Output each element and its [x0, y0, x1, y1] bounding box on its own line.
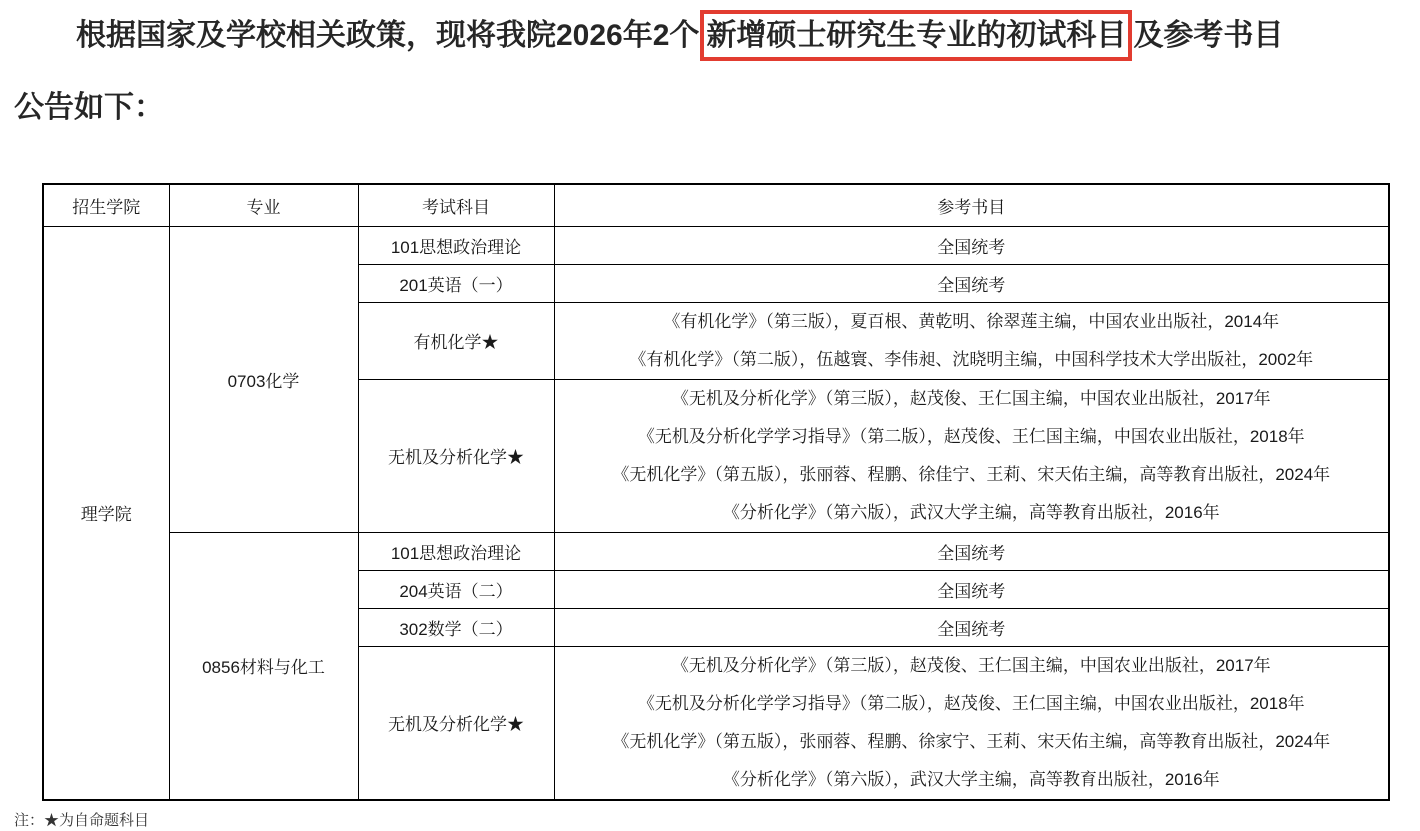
reference-line: 《分析化学》（第六版），武汉大学主编，高等教育出版社，2016年 — [722, 502, 1220, 522]
subject-cell: 101思想政治理论 — [358, 226, 554, 264]
subject-cell: 无机及分析化学★ — [358, 379, 554, 532]
reference-line: 《无机及分析化学》（第三版），赵茂俊、王仁国主编，中国农业出版社，2017年 — [671, 655, 1271, 675]
reference-line: 《无机及分析化学学习指导》（第二版），赵茂俊、王仁国主编，中国农业出版社，2018年 — [637, 426, 1305, 446]
subject-cell: 有机化学★ — [358, 302, 554, 379]
subject-cell: 101思想政治理论 — [358, 532, 554, 570]
header-references: 参考书目 — [554, 184, 1389, 226]
table-row — [43, 226, 1389, 264]
subject-cell: 201英语（一） — [358, 264, 554, 302]
header-major: 专业 — [169, 184, 358, 226]
reference-line: 《分析化学》（第六版），武汉大学主编，高等教育出版社，2016年 — [722, 769, 1220, 789]
reference-cell — [554, 379, 1389, 532]
reference-line: 《无机及分析化学学习指导》（第二版），赵茂俊、王仁国主编，中国农业出版社，2018年 — [637, 693, 1305, 713]
announcement-line-2: 公告如下： — [14, 91, 164, 124]
subject-cell: 204英语（二） — [358, 570, 554, 608]
header-exam-subject: 考试科目 — [358, 184, 554, 226]
footnote: 注：★为自命题科目 — [14, 811, 150, 829]
reference-cell: 全国统考 — [554, 570, 1389, 608]
table-row — [43, 532, 1389, 570]
reference-cell — [554, 302, 1389, 379]
reference-line: 《无机及分析化学》（第三版），赵茂俊、王仁国主编，中国农业出版社，2017年 — [671, 388, 1271, 408]
announcement-text-end: 及参考书目 — [1133, 19, 1284, 52]
reference-cell: 全国统考 — [554, 608, 1389, 646]
reference-line: 《无机化学》（第五版），张丽蓉、程鹏、徐佳宁、王莉、宋天佑主编，高等教育出版社，2024年 — [612, 464, 1331, 484]
announcement-text-start: 根据国家及学校相关政策，现将我院2026年2个 — [76, 19, 700, 52]
red-highlight-box: 新增硕士研究生专业的初试科目 — [700, 10, 1132, 61]
announcement-paragraph — [0, 0, 1420, 144]
reference-cell: 全国统考 — [554, 532, 1389, 570]
table-header-row — [43, 184, 1389, 226]
major-cell-0856: 0856材料与化工 — [169, 532, 358, 800]
exam-subjects-table — [42, 183, 1390, 801]
header-college: 招生学院 — [43, 184, 169, 226]
reference-cell: 全国统考 — [554, 264, 1389, 302]
reference-line: 《无机化学》（第五版），张丽蓉、程鹏、徐家宁、王莉、宋天佑主编，高等教育出版社，2024年 — [612, 731, 1331, 751]
reference-cell — [554, 646, 1389, 800]
subject-cell: 无机及分析化学★ — [358, 646, 554, 800]
major-cell-0703: 0703化学 — [169, 226, 358, 532]
reference-line: 《有机化学》（第二版），伍越寰、李伟昶、沈晓明主编，中国科学技术大学出版社，2002年 — [629, 349, 1314, 369]
subject-cell: 302数学（二） — [358, 608, 554, 646]
reference-line: 《有机化学》（第三版），夏百根、黄乾明、徐翠莲主编，中国农业出版社，2014年 — [663, 311, 1280, 331]
college-cell: 理学院 — [43, 226, 169, 800]
reference-cell: 全国统考 — [554, 226, 1389, 264]
announcement-line-1 — [14, 0, 1406, 72]
